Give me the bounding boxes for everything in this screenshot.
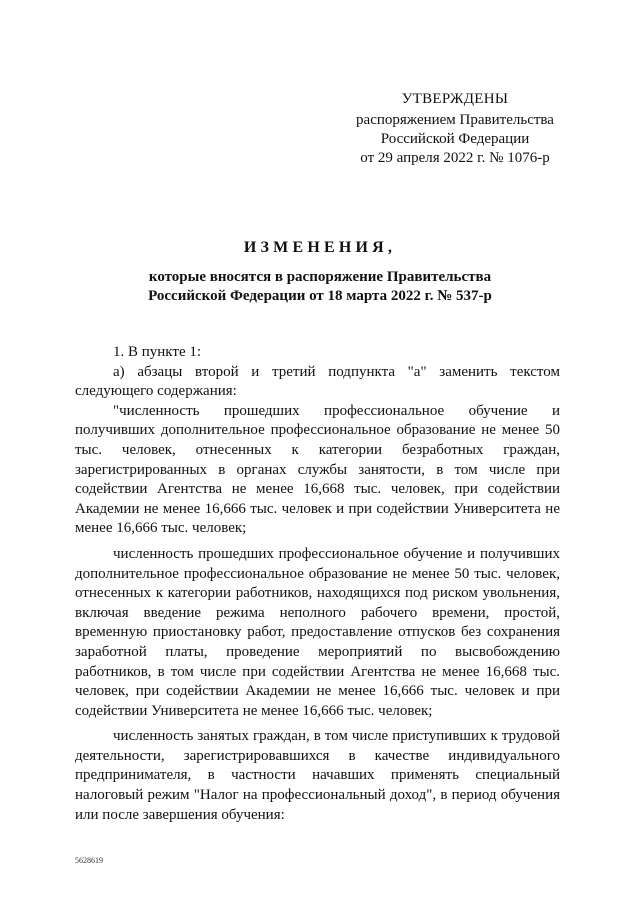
document-body xyxy=(75,343,560,825)
paragraph-clause-1: 1. В пункте 1: xyxy=(113,344,202,360)
document-heading xyxy=(60,238,580,306)
approval-line-2: Российской Федерации xyxy=(380,131,530,147)
paragraph-employed-count: численность занятых граждан, в том числе приступивших к трудовой деятельности, зарегистрировавшихся в качестве индивидуального предпринимателя, в частности начавших применять специальный налоговый режим "Налог на профессиональный доход", в период обучения или после завершения обучения: xyxy=(75,728,560,823)
heading-title: ИЗМЕНЕНИЯ, xyxy=(243,239,397,256)
heading-subtitle-line-1: которые вносятся в распоряжение Правительства xyxy=(148,269,492,285)
paragraph-at-risk-workers-count: численность прошедших профессиональное обучение и получивших дополнительное профессиональное образование не менее 50 тыс. человек, отнесенных к категории работников, находящихся под риском увольнения, включая введение режима неполного рабочего времени, простой, временную приостановку работ, предоставление отпусков без сохранения заработной платы, проведение мероприятий по высвобождению работников, в том числе при содействии Агентства не менее 16,668 тыс. человек, при содействии Академии не менее 16,666 тыс. человек и при содействии Университета не менее 16,666 тыс. человек; xyxy=(75,545,560,719)
approval-block xyxy=(340,90,570,168)
document-code: 5628619 xyxy=(75,856,103,865)
paragraph-subclause-a: а) абзацы второй и третий подпункта "а" заменить текстом следующего содержания: xyxy=(75,363,560,400)
approval-line-3: от 29 апреля 2022 г. № 1076-р xyxy=(360,150,550,166)
approval-line-1: распоряжением Правительства xyxy=(356,112,554,128)
paragraph-unemployed-count: "численность прошедших профессиональное обучение и получивших дополнительное профессиональное образование не менее 50 тыс. человек, отнесенных к категории безработных граждан, зарегистрированных в органах службы занятости, в том числе при содействии Агентства не менее 16,668 тыс. человек, при содействии Академии не менее 16,666 тыс. человек и при содействии Университета не менее 16,666 тыс. человек; xyxy=(75,402,560,537)
heading-subtitle-line-2: Российской Федерации от 18 марта 2022 г. № 537-р xyxy=(148,288,492,304)
approval-title: УТВЕРЖДЕНЫ xyxy=(401,91,509,107)
